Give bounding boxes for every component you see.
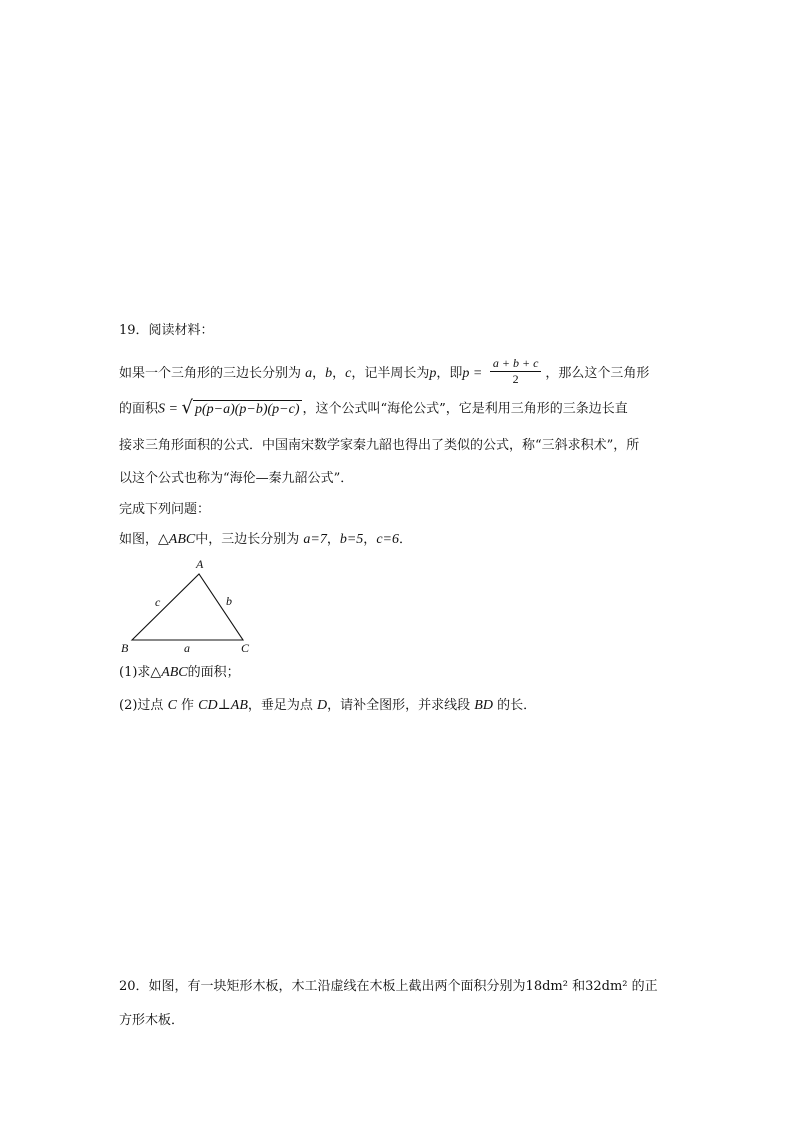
- q19-sub2: [119, 697, 536, 715]
- triangle-symbol: △ABC: [158, 532, 196, 547]
- text-segment: 如果一个三角形的三边长分别为: [119, 366, 306, 381]
- q19-line5: 完成下列问题：: [119, 502, 211, 517]
- q19-line6: 如图，△ABC中，三边长分别为 a=7，b=5，c=6．: [119, 532, 412, 547]
- text-segment: 的面积: [119, 401, 159, 417]
- text-segment: ，即: [436, 366, 463, 381]
- q19-line2: [119, 399, 628, 419]
- separator: ，: [312, 366, 326, 381]
- q19-heading: [119, 322, 214, 340]
- c-value: c=6: [376, 532, 399, 547]
- b-value: b=5: [339, 532, 364, 547]
- text-segment: ，记半周长为: [351, 366, 430, 381]
- text-segment: ．: [398, 532, 412, 547]
- text-segment: 如图，: [119, 532, 159, 547]
- semi-perimeter-fraction: [490, 356, 542, 387]
- point-d: D: [317, 698, 328, 713]
- a-value: a=7: [303, 532, 327, 547]
- p-equals: p =: [462, 366, 486, 381]
- q19-heading-text: 阅读材料：: [148, 323, 214, 338]
- text-segment: (2)过点: [119, 698, 168, 713]
- text-segment: 的长．: [492, 698, 537, 713]
- heron-sqrt: [181, 399, 302, 419]
- fraction-numerator: a + b + c: [490, 356, 542, 372]
- segment-bd: BD: [474, 698, 493, 713]
- var-a: a: [305, 366, 313, 381]
- q20-line1: 20．如图，有一块矩形木板，木工沿虚线在木板上截出两个面积分别为18dm² 和32dm² 的正: [119, 979, 658, 994]
- q19-number: 19．: [119, 323, 149, 338]
- q19-line4: 以这个公式也称为“海伦—秦九韶公式”．: [119, 471, 354, 486]
- var-p: p: [429, 366, 437, 381]
- var-c: c: [345, 366, 352, 381]
- point-c: C: [167, 698, 177, 713]
- separator: ，: [332, 366, 346, 381]
- side-label-c: c: [155, 595, 161, 609]
- var-b: b: [325, 366, 333, 381]
- fraction-denominator: 2: [512, 372, 519, 386]
- text-segment: ，请补全图形，并求线段: [327, 698, 475, 713]
- perpendicular-cd: CD⊥AB: [198, 698, 248, 713]
- s-equals: S =: [158, 401, 182, 417]
- triangle-symbol: △ABC: [150, 665, 188, 680]
- q19-line3: 接求三角形面积的公式．中国南宋数学家秦九韶也得出了类似的公式，称“三斜求积术”，所: [119, 438, 640, 453]
- text-segment: ，垂足为点: [247, 698, 318, 713]
- side-label-b: b: [226, 594, 232, 608]
- radicand: p(p−a)(p−b)(p−c): [193, 400, 303, 417]
- q19-line1: [119, 358, 649, 389]
- vertex-label-b: B: [121, 641, 129, 655]
- text-segment: 的面积；: [187, 665, 240, 680]
- text-segment: ，这个公式叫“海伦公式”，它是利用三角形的三条边长直: [302, 401, 628, 417]
- triangle-abc-figure: [118, 556, 268, 656]
- q20-line2: 方形木板．: [119, 1013, 185, 1028]
- side-label-a: a: [184, 641, 190, 655]
- radical-sign: √: [181, 397, 193, 418]
- text-segment: ，那么这个三角形: [545, 366, 650, 381]
- vertex-label-a: A: [196, 557, 204, 571]
- text-segment: 作: [176, 698, 199, 713]
- vertex-label-c: C: [241, 641, 250, 655]
- q19-sub1: [119, 664, 240, 682]
- text-segment: 中，三边长分别为: [195, 532, 304, 547]
- text-segment: (1)求: [119, 665, 151, 680]
